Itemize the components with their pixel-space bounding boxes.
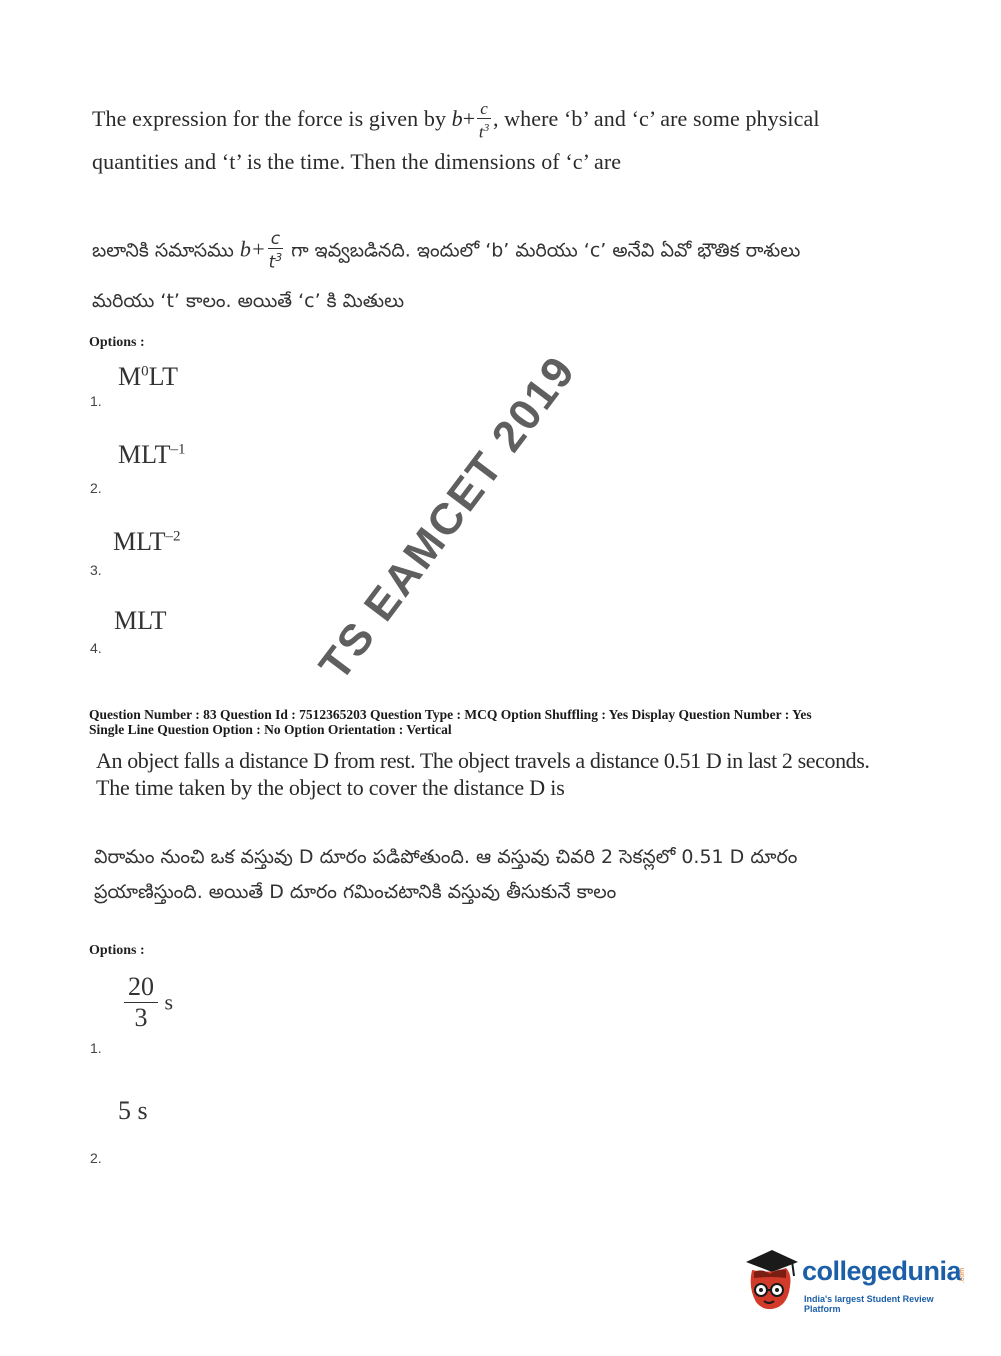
logo-tagline: India's largest Student Review Platform <box>804 1294 934 1314</box>
option-text: MLT <box>113 527 166 556</box>
logo-domain: .com <box>959 1267 967 1284</box>
option-2-number: 2. <box>90 1150 102 1166</box>
fraction-numerator: c <box>268 230 283 249</box>
option-superscript: –2 <box>165 528 181 545</box>
option-text: LT <box>148 362 179 391</box>
math-b: b <box>239 236 251 262</box>
math-plus: + <box>462 105 476 131</box>
question-83-telugu-line-2: ప్రయాణిస్తుంది. అయితే D దూరం గమించటానికి వస్తువు తీసుకునే కాలం <box>94 881 617 903</box>
option-3-value[interactable] <box>113 527 181 557</box>
telugu-text: గా ఇవ్వబడినది. ఇందులో ‘b’ మరియు ‘c’ అనేవి ఏవో భౌతిక రాశులు <box>285 239 801 262</box>
option-1-value[interactable] <box>124 972 173 1033</box>
options-label: Options : <box>89 943 145 958</box>
option-unit: s <box>164 989 174 1015</box>
option-2-value[interactable]: 5 s <box>118 1096 148 1125</box>
option-fraction <box>124 972 158 1033</box>
fraction-denominator <box>477 119 491 142</box>
question-82-telugu-line-2: మరియు ‘t’ కాలం. అయితే ‘c’ కి మితులు <box>92 290 405 312</box>
option-4-value[interactable] <box>114 606 167 636</box>
math-fraction <box>477 100 491 142</box>
option-1-value[interactable] <box>118 362 178 392</box>
fraction-numerator: c <box>477 100 491 119</box>
question-82-telugu-line-1 <box>92 230 800 272</box>
question-83-meta-line-2: Single Line Question Option : No Option Orientation : Vertical <box>89 722 452 737</box>
option-2-value[interactable] <box>118 440 186 470</box>
option-3-number: 3. <box>90 562 102 578</box>
question-82-english-line-2: quantities and ‘t’ is the time. Then the dimensions of ‘c’ are <box>92 149 622 174</box>
collegedunia-logo[interactable] <box>742 1246 972 1318</box>
question-83-meta-line-1: Question Number : 83 Question Id : 7512365203 Question Type : MCQ Option Shuffling : Yes Display Question Number : Yes <box>89 707 812 722</box>
math-fraction <box>268 230 283 272</box>
option-superscript: 0 <box>141 363 149 380</box>
options-label: Options : <box>89 335 145 350</box>
question-text: The expression for the force is given by <box>92 105 452 131</box>
math-plus: + <box>250 236 266 262</box>
question-82-english-line-1 <box>92 100 820 142</box>
fraction-numerator: 20 <box>124 972 158 1003</box>
option-4-number: 4. <box>90 640 102 656</box>
option-text: MLT <box>118 440 171 469</box>
math-b: b <box>451 105 463 131</box>
question-text: , where ‘b’ and ‘c’ are some physical <box>492 105 820 131</box>
telugu-text: బలానికి సమాసము <box>92 239 240 262</box>
option-superscript: –1 <box>170 441 186 458</box>
watermark: TS EAMCET 2019 <box>310 346 586 690</box>
question-83-telugu-line-1: విరామం నుంచి ఒక వస్తువు D దూరం పడిపోతుంది. ఆ వస్తువు చివరి 2 సెకన్లలో 0.51 D దూరం <box>94 846 798 868</box>
option-text: MLT <box>114 606 167 635</box>
fraction-den-base: t <box>268 252 276 273</box>
fraction-den-exp: 3 <box>483 122 490 134</box>
fraction-denominator <box>268 249 283 272</box>
question-83-english-line-2: The time taken by the object to cover the distance D is <box>96 775 565 800</box>
fraction-den-exp: 3 <box>275 251 283 264</box>
option-2-number: 2. <box>90 480 102 496</box>
option-text: M <box>118 362 142 391</box>
option-1-number: 1. <box>90 1040 102 1056</box>
logo-wordmark: collegedunia <box>802 1256 962 1286</box>
fraction-den-base: t <box>478 122 484 142</box>
fraction-denominator: 3 <box>134 1003 148 1032</box>
question-83-english-line-1: An object falls a distance D from rest. The object travels a distance 0.51 D in last 2 seconds. <box>96 748 870 773</box>
option-1-number: 1. <box>90 393 102 409</box>
student-mascot-icon <box>742 1246 800 1318</box>
